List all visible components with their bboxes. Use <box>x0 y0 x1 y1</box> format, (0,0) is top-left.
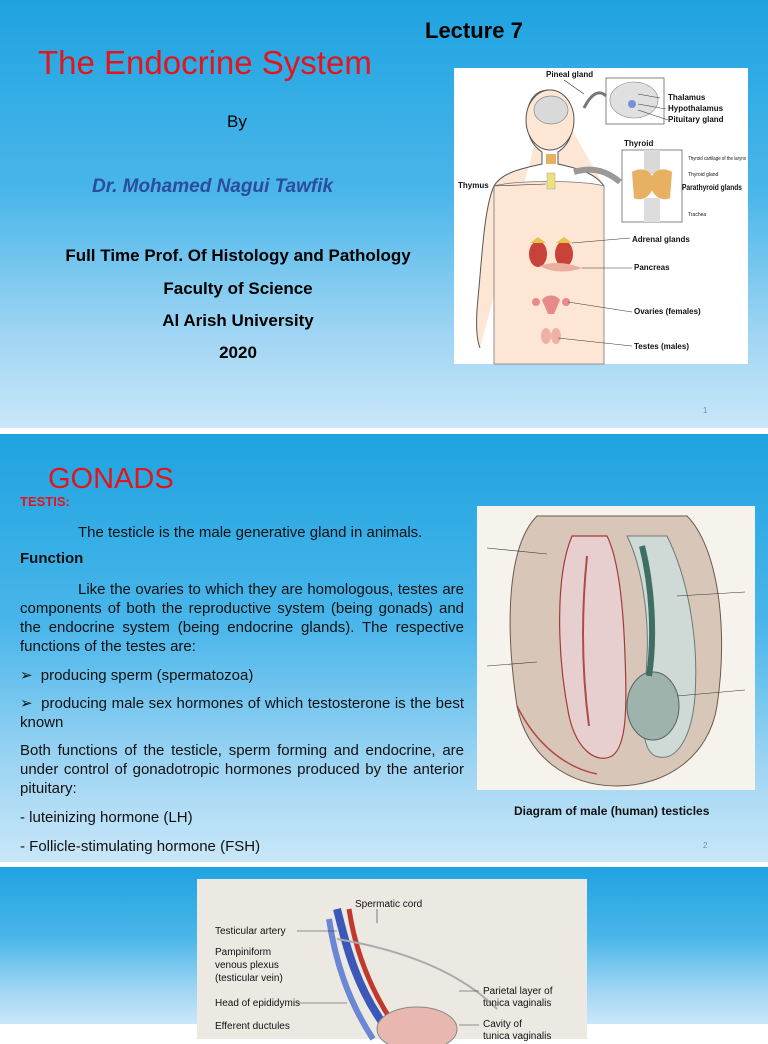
hormone-lh: - luteinizing hormone (LH) <box>20 809 193 826</box>
label-testicular-vein: (testicular vein) <box>215 973 283 984</box>
label-parathyroid-glands: Parathyroid glands <box>682 183 743 192</box>
slide-1 <box>0 0 768 428</box>
function-heading: Function <box>20 550 84 567</box>
label-head-of-epididymis: Head of epididymis <box>215 998 301 1009</box>
lecture-number: Lecture 7 <box>425 18 523 43</box>
testicle-diagram <box>477 506 755 790</box>
label-testes: Testes (males) <box>634 342 689 351</box>
label-thyroid-cartilage: Thyroid cartilage of the larynx <box>688 156 747 162</box>
label-spermatic-cord: Spermatic cord <box>355 899 423 910</box>
section-heading-testis: TESTIS: <box>20 494 70 509</box>
hormone-fsh: - Follicle-stimulating hormone (FSH) <box>20 838 261 855</box>
spermatic-cord-diagram <box>197 879 587 1042</box>
label-venous-plexus: venous plexus <box>215 960 279 971</box>
testicle-figure <box>477 506 755 790</box>
label-thalamus: Thalamus <box>668 93 706 102</box>
label-cavity-of: Cavity of <box>483 1019 522 1030</box>
bullet-text-2: producing male sex hormones of which testosterone is the best known <box>20 695 464 731</box>
label-adrenal-glands: Adrenal glands <box>632 235 690 244</box>
label-pancreas: Pancreas <box>634 263 670 272</box>
affiliation-line-3: Al Arish University <box>162 311 314 330</box>
bullet-item <box>20 694 464 732</box>
endocrine-figure <box>454 68 748 364</box>
intro-text: The testicle is the male generative gland in animals. <box>78 524 423 541</box>
slide-title: GONADS <box>48 463 174 495</box>
label-pituitary-gland: Pituitary gland <box>668 115 724 124</box>
label-thyroid-gland: Thyroid gland <box>688 172 719 178</box>
label-pampiniform: Pampiniform <box>215 947 272 958</box>
slide-number: 1 <box>703 406 708 415</box>
label-ovaries: Ovaries (females) <box>634 307 701 316</box>
bullet-item <box>20 666 464 685</box>
slide-number: 2 <box>703 841 708 850</box>
label-testicular-artery: Testicular artery <box>215 926 286 937</box>
affiliation-line-2: Faculty of Science <box>163 279 313 298</box>
figure-caption: Diagram of male (human) testicles <box>514 804 710 818</box>
label-hypothalamus: Hypothalamus <box>668 104 724 113</box>
label-thyroid: Thyroid <box>624 139 654 148</box>
label-thymus: Thymus <box>458 181 489 190</box>
label-parietal-layer: Parietal layer of <box>483 986 553 997</box>
slide-2 <box>0 434 768 862</box>
affiliation-year: 2020 <box>219 343 257 362</box>
label-tunica-vaginalis: tunica vaginalis <box>483 998 552 1009</box>
label-pineal-gland: Pineal gland <box>546 70 594 79</box>
affiliation-line-1: Full Time Prof. Of Histology and Pathology <box>65 246 411 265</box>
control-paragraph: Both functions of the testicle, sperm forming and endocrine, are under control of gonadotropic hormones produced by the anterior pituitary: <box>20 742 464 797</box>
label-tunica-vaginalis-2: tunica vaginalis <box>483 1031 552 1042</box>
bullet-text-1: producing sperm (spermatozoa) <box>40 667 254 684</box>
slide-title: The Endocrine System <box>38 44 372 81</box>
endocrine-diagram <box>454 68 748 364</box>
spermatic-cord-figure <box>197 879 587 1042</box>
label-trachea: Trachea <box>688 212 707 218</box>
author-name: Dr. Mohamed Nagui Tawfik <box>92 176 334 197</box>
slide-3 <box>0 867 768 1042</box>
label-efferent-ductules: Efferent ductules <box>215 1021 290 1032</box>
by-label: By <box>227 112 247 131</box>
function-paragraph: Like the ovaries to which they are homologous, testes are components of both the reproductive system (being gonads) and the endocrine system (being endocrine glands). The respective functions of the testes are: <box>20 581 464 655</box>
